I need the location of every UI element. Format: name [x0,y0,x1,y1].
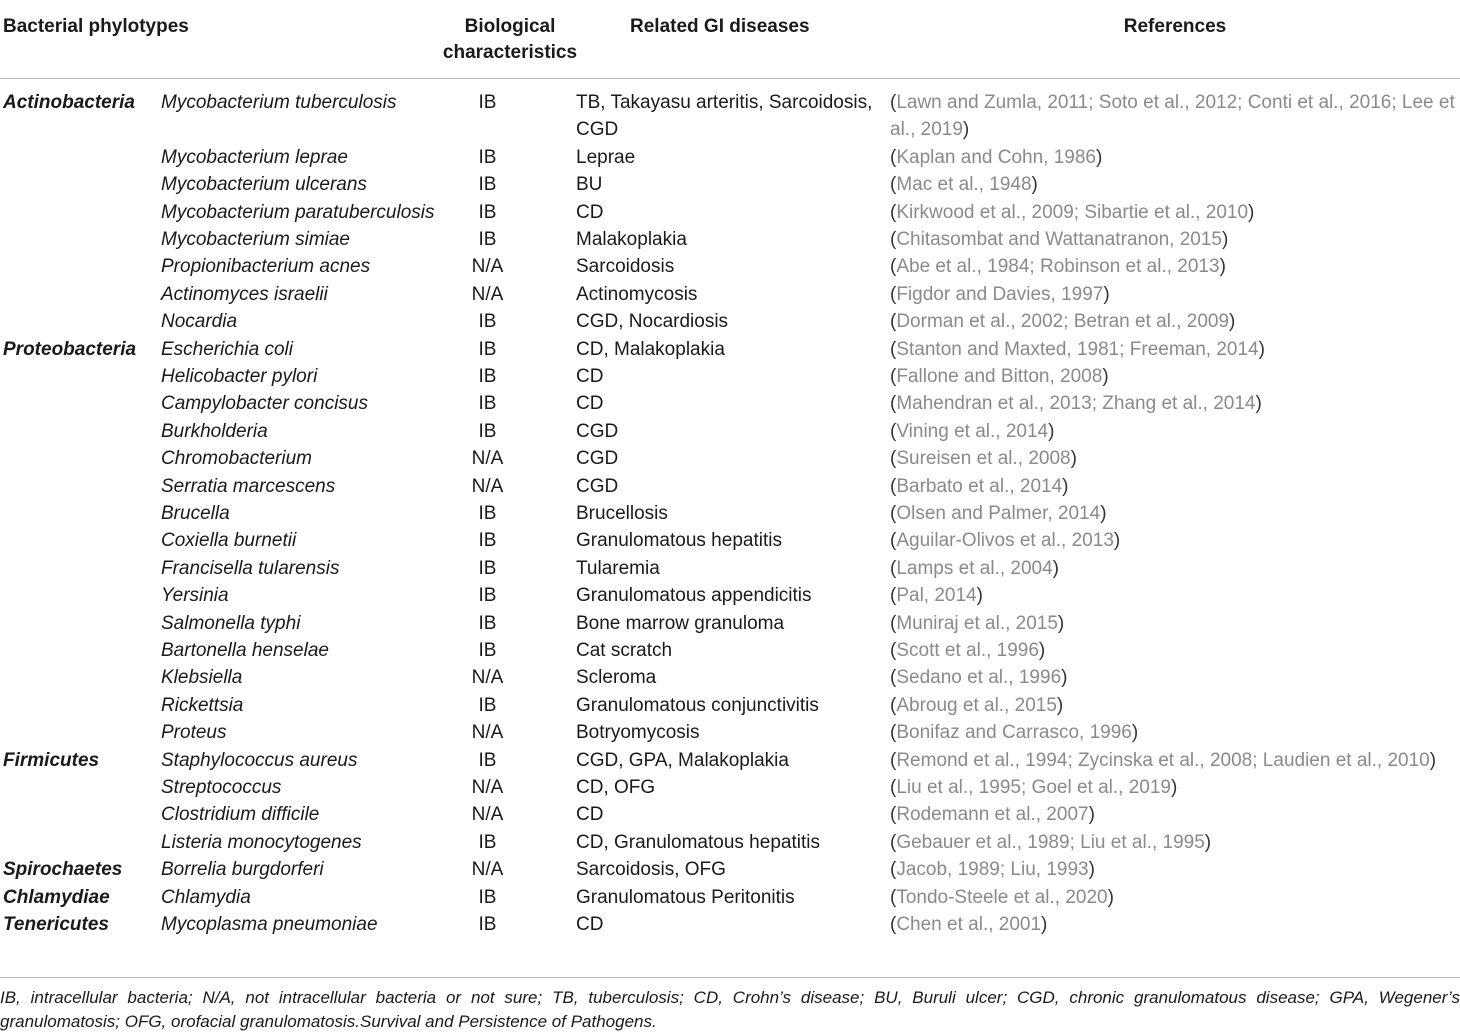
paren-close: ) [1041,914,1048,935]
disease-cell: Malakoplakia [576,229,687,250]
reference-cell [890,500,1458,527]
disease-cell: CD, Granulomatous hepatitis [576,831,820,853]
biological-cell: IB [478,640,497,661]
biological-cell: N/A [471,256,504,278]
paren-open: ( [890,92,897,113]
disease-cell: BU [576,174,603,196]
paren-open: ( [890,503,897,524]
biological-cell: IB [478,311,497,333]
disease-cell: Tularemia [576,557,660,579]
species-cell: Mycoplasma pneumoniae [161,914,378,935]
disease-cell: CGD, GPA, Malakoplakia [576,749,789,771]
phylum-cell: Spirochaetes [3,859,123,881]
species-cell: Escherichia coli [161,338,293,360]
species-cell: Francisella tularensis [161,557,340,579]
disease-cell: Cat scratch [576,640,673,661]
reference-cell [890,829,1458,856]
disease-cell: Leprae [576,146,636,168]
species-cell: Listeria monocytogenes [161,831,362,853]
paren-open: ( [890,530,897,552]
reference-cell [890,582,1458,609]
paren-open: ( [890,667,897,689]
paren-open: ( [890,174,897,196]
biological-cell: N/A [471,859,504,881]
reference-cell [890,473,1458,500]
paren-open: ( [890,585,897,607]
paren-open: ( [890,694,897,716]
reference-text: Fallone and Bitton, 2008 [896,366,1103,387]
species-cell: Mycobacterium paratuberculosis [161,201,435,223]
paren-close: ) [1255,393,1262,415]
biological-cell: N/A [471,777,504,798]
reference-cell [890,226,1458,253]
paren-open: ( [890,804,897,826]
table-footnote: IB, intracellular bacteria; N/A, not intracellular bacteria or not sure; TB, tuberculosis; CD, Crohn’s disease; BU, Buruli ulcer; CGD, chronic granulomatous disease; GPA, Wegener’s granulomatosis; OFG, orofacial granulomatosis.Survival and Persistence of Pathogens. [0,988,1460,1031]
biological-cell: N/A [471,804,504,826]
species-cell: Burkholderia [161,420,268,442]
paren-open: ( [890,311,897,333]
species-cell: Actinomyces israelii [161,283,328,305]
reference-cell [890,884,1458,911]
species-cell: Staphylococcus aureus [161,749,358,771]
reference-cell [890,199,1458,226]
reference-text: Stanton and Maxted, 1981; Freeman, 2014 [896,338,1259,360]
paren-close: ) [1222,229,1229,250]
reference-text: Gebauer et al., 1989; Liu et al., 1995 [896,831,1205,853]
paren-open: ( [890,338,897,360]
species-cell: Mycobacterium leprae [161,146,348,168]
reference-text: Lamps et al., 2004 [896,557,1053,579]
paren-open: ( [890,886,897,908]
reference-cell [890,418,1458,445]
biological-cell: N/A [471,722,504,744]
paren-close: ) [1038,640,1046,661]
footer-rule [0,977,1460,978]
disease-cell: CGD [576,475,619,497]
reference-text: Aguilar-Olivos et al., 2013 [896,530,1114,552]
header-biological [410,14,610,66]
paren-open: ( [890,283,897,305]
reference-cell [890,363,1458,390]
paren-open: ( [890,366,897,387]
reference-text: Sedano et al., 1996 [896,667,1062,689]
paren-close: ) [976,585,983,607]
paren-close: ) [962,119,970,141]
species-cell: Mycobacterium simiae [161,229,350,250]
reference-cell [890,747,1458,774]
reference-text: Abe et al., 1984; Robinson et al., 2013 [896,256,1220,278]
paren-open: ( [890,557,897,579]
disease-cell: Bone marrow granuloma [576,612,785,634]
reference-cell [890,281,1458,308]
species-cell: Borrelia burgdorferi [161,859,324,881]
biological-cell: IB [478,749,497,771]
paren-open: ( [890,859,897,881]
reference-cell [890,911,1458,938]
phylum-cell: Tenericutes [3,914,109,935]
header-rule [0,78,1460,79]
disease-cell: Botryomycosis [576,722,700,744]
reference-cell [890,390,1458,417]
paren-open: ( [890,749,897,771]
species-cell: Coxiella burnetii [161,530,297,552]
disease-cell: CD [576,914,604,935]
reference-text: Sureisen et al., 2008 [896,448,1071,470]
paren-close: ) [1248,201,1255,223]
species-cell: Helicobacter pylori [161,366,318,387]
species-cell: Mycobacterium ulcerans [161,174,367,196]
paren-close: ) [1170,777,1178,798]
biological-cell: N/A [471,283,504,305]
species-cell: Chromobacterium [161,448,312,470]
species-cell: Campylobacter concisus [161,393,368,415]
paren-close: ) [1088,804,1095,826]
reference-cell [890,555,1458,582]
paren-open: ( [890,831,897,853]
biological-cell: IB [478,174,497,196]
reference-text: Liu et al., 1995; Goel et al., 2019 [896,777,1171,798]
paren-close: ) [1056,694,1064,716]
reference-text: Vining et al., 2014 [896,420,1049,442]
biological-cell: IB [478,557,497,579]
paren-open: ( [890,722,897,744]
biological-cell: IB [478,585,497,607]
reference-cell [890,610,1458,637]
biological-cell: IB [478,503,497,524]
paren-open: ( [890,146,897,168]
reference-text: Chen et al., 2001 [896,914,1042,935]
reference-cell [890,801,1458,828]
paren-open: ( [890,256,897,278]
paren-close: ) [1057,612,1065,634]
phylum-cell: Firmicutes [3,749,100,771]
biological-cell: IB [478,886,497,908]
reference-text: Rodemann et al., 2007 [896,804,1089,826]
species-cell: Yersinia [161,585,229,607]
reference-text: Mahendran et al., 2013; Zhang et al., 2014 [896,393,1256,415]
paren-close: ) [1102,366,1109,387]
reference-cell [890,637,1458,664]
paren-open: ( [890,201,897,223]
reference-text: Kirkwood et al., 2009; Sibartie et al., 2010 [896,201,1249,223]
paren-close: ) [1096,146,1103,168]
disease-cell: Granulomatous hepatitis [576,530,782,552]
disease-cell: CD [576,393,604,415]
biological-cell: N/A [471,475,504,497]
biological-cell: N/A [471,667,504,689]
paren-close: ) [1100,503,1107,524]
reference-text: Dorman et al., 2002; Betran et al., 2009 [896,311,1230,333]
paren-close: ) [1131,722,1139,744]
biological-cell: N/A [471,448,504,470]
paren-open: ( [890,475,897,497]
paren-close: ) [1113,530,1121,552]
header-phylotypes: Bacterial phylotypes [3,16,189,37]
reference-cell [890,171,1458,198]
reference-text: Scott et al., 1996 [896,640,1039,661]
disease-cell: Granulomatous appendicitis [576,585,812,607]
paren-open: ( [890,393,897,415]
species-cell: Propionibacterium acnes [161,256,371,278]
species-cell: Brucella [161,503,230,524]
disease-cell: CGD, Nocardiosis [576,311,729,333]
disease-cell: Sarcoidosis, OFG [576,859,726,881]
species-cell: Bartonella henselae [161,640,329,661]
paren-close: ) [1070,448,1077,470]
biological-cell: IB [478,694,497,716]
paren-open: ( [890,420,897,442]
reference-text: Kaplan and Cohn, 1986 [896,146,1096,168]
species-cell: Nocardia [161,311,238,333]
disease-cell: CD [576,201,604,223]
biological-cell: IB [478,612,497,634]
reference-text: Pal, 2014 [896,585,977,607]
paren-close: ) [1229,311,1236,333]
phylum-cell: Chlamydiae [3,886,110,908]
reference-text: Lawn and Zumla, 2011; Soto et al., 2012; Conti et al., 2016; Lee et al., 2019 [890,92,1455,141]
species-cell: Salmonella typhi [161,612,301,634]
reference-cell [890,692,1458,719]
header-biological-line2: characteristics [442,42,578,63]
reference-text: Jacob, 1989; Liu, 1993 [896,859,1089,881]
disease-cell: TB, Takayasu arteritis, Sarcoidosis, CGD [576,92,873,141]
disease-cell: CGD [576,420,619,442]
reference-cell [890,89,1458,144]
biological-cell: IB [478,366,497,387]
reference-cell [890,719,1458,746]
reference-text: Abroug et al., 2015 [896,694,1057,716]
reference-text: Tondo-Steele et al., 2020 [896,886,1108,908]
paren-close: ) [1088,859,1095,881]
header-references: References [1123,16,1227,37]
biological-cell: IB [478,146,497,168]
disease-cell: Sarcoidosis [576,256,675,278]
reference-text: Muniraj et al., 2015 [896,612,1058,634]
species-cell: Streptococcus [161,777,282,798]
reference-text: Olsen and Palmer, 2014 [896,503,1101,524]
paren-open: ( [890,914,897,935]
reference-cell [890,336,1458,363]
disease-cell: Scleroma [576,667,657,689]
biological-cell: IB [478,420,497,442]
paren-close: ) [1107,886,1114,908]
species-cell: Serratia marcescens [161,475,336,497]
biological-cell: IB [478,92,497,113]
biological-cell: IB [478,338,497,360]
paren-close: ) [1204,831,1212,853]
phylum-cell: Actinobacteria [3,92,135,113]
paren-close: ) [1429,749,1437,771]
disease-cell: CD [576,804,604,826]
species-cell: Chlamydia [161,886,251,908]
reference-text: Remond et al., 1994; Zycinska et al., 2008; Laudien et al., 2010 [896,749,1430,771]
disease-cell: CD, OFG [576,777,656,798]
reference-text: Mac et al., 1948 [896,174,1032,196]
paren-close: ) [1052,557,1059,579]
header-biological-line1: Biological [464,16,556,37]
biological-cell: IB [478,229,497,250]
paren-open: ( [890,640,897,661]
reference-text: Figdor and Davies, 1997 [896,283,1104,305]
reference-text: Chitasombat and Wattanatranon, 2015 [896,229,1222,250]
paren-close: ) [1062,475,1069,497]
biological-cell: IB [478,914,497,935]
header-diseases: Related GI diseases [630,16,810,37]
biological-cell: IB [478,530,497,552]
reference-cell [890,308,1458,335]
biological-cell: IB [478,831,497,853]
paren-close: ) [1219,256,1226,278]
paren-open: ( [890,612,897,634]
reference-text: Barbato et al., 2014 [896,475,1063,497]
disease-cell: CD [576,366,604,387]
reference-cell [890,144,1458,171]
species-cell: Mycobacterium tuberculosis [161,92,397,113]
phylum-cell: Proteobacteria [3,338,137,360]
paren-close: ) [1048,420,1055,442]
disease-cell: CD, Malakoplakia [576,338,725,360]
disease-cell: Granulomatous Peritonitis [576,886,795,908]
disease-cell: CGD [576,448,619,470]
species-cell: Clostridium difficile [161,804,320,826]
reference-cell [890,527,1458,554]
reference-cell [890,664,1458,691]
paren-open: ( [890,229,897,250]
paren-close: ) [1061,667,1068,689]
paren-close: ) [1258,338,1265,360]
paren-open: ( [890,448,897,470]
reference-cell [890,445,1458,472]
paren-close: ) [1103,283,1110,305]
paren-open: ( [890,777,897,798]
biological-cell: IB [478,201,497,223]
biological-cell: IB [478,393,497,415]
disease-cell: Brucellosis [576,503,668,524]
reference-text: Bonifaz and Carrasco, 1996 [896,722,1132,744]
paren-close: ) [1031,174,1038,196]
species-cell: Proteus [161,722,227,744]
disease-cell: Actinomycosis [576,283,698,305]
reference-cell [890,253,1458,280]
species-cell: Klebsiella [161,667,243,689]
reference-cell [890,774,1458,801]
disease-cell: Granulomatous conjunctivitis [576,694,819,716]
reference-cell [890,856,1458,883]
species-cell: Rickettsia [161,694,244,716]
